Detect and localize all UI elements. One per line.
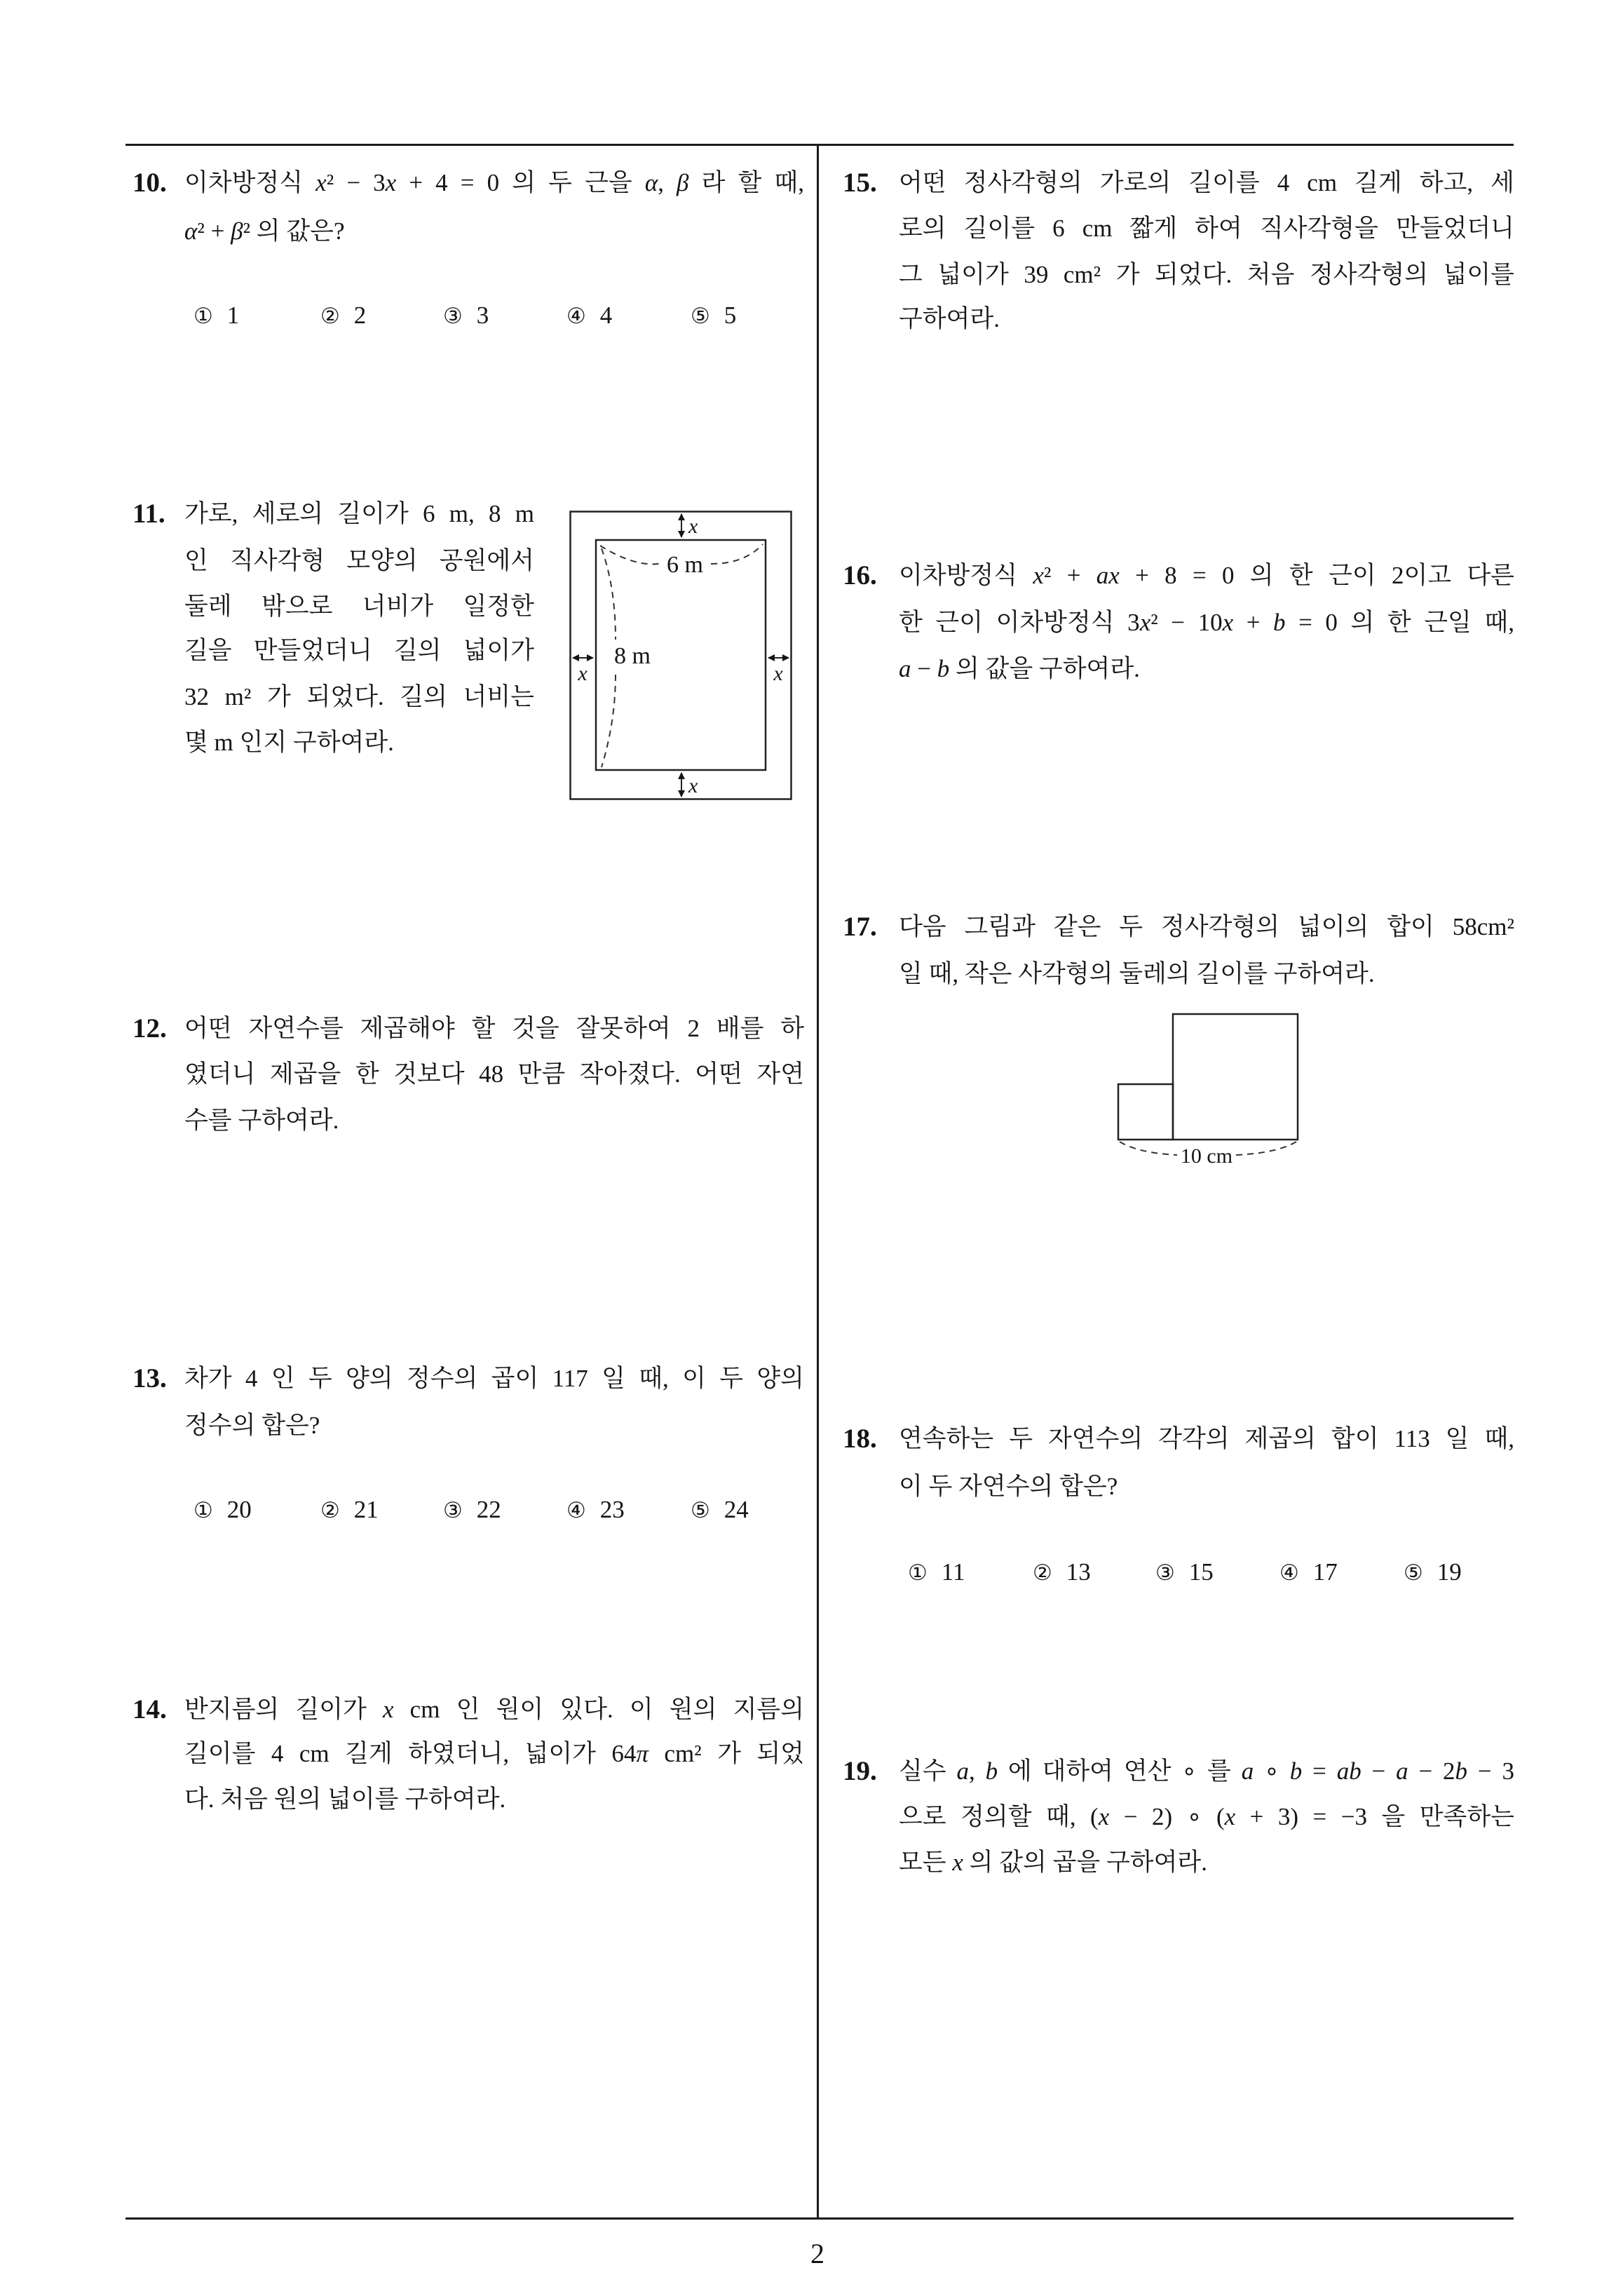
dashed-brace (1120, 1142, 1177, 1155)
height-label: 8 m (614, 643, 651, 669)
dimension-label-x: x (688, 774, 698, 797)
problem-text-line: 32 m² 가 되었다. 길의 너비는 (184, 683, 534, 710)
choice-mark: ① (908, 1560, 928, 1586)
problem-text-line: 일 때, 작은 사각형의 둘레의 길이를 구하여라. (899, 960, 1375, 987)
choice-value: 4 (599, 302, 613, 329)
problem-text-line: 수를 구하여라. (184, 1107, 339, 1134)
choice-mark: ⑤ (1404, 1560, 1423, 1586)
choice-option (691, 1492, 749, 1528)
choice-value: 15 (1188, 1558, 1214, 1586)
math-symbol: a (1096, 562, 1109, 589)
problem-number: 13. (133, 1363, 167, 1393)
problem-text-line: 인 직사각형 모양의 공원에서 (184, 547, 534, 574)
choice-value: 21 (353, 1496, 379, 1523)
choice-option (691, 298, 736, 334)
math-symbol: b (1273, 609, 1286, 636)
problem-text-line: 연속하는 두 자연수의 각각의 제곱의 합이 113 일 때, (899, 1425, 1514, 1452)
choice-value: 23 (599, 1496, 625, 1523)
choice-mark: ③ (443, 1498, 463, 1523)
math-symbol: a (1336, 1757, 1350, 1785)
choice-mark: ③ (443, 304, 463, 329)
problem-text-line: 이차방정식 x² + ax + 8 = 0 의 한 근이 2이고 다른 (899, 562, 1514, 589)
choice-option (443, 1492, 501, 1528)
math-symbol: b (985, 1757, 998, 1785)
choice-mark: ① (193, 1498, 213, 1523)
problem-text-line: 차가 4 인 두 양의 정수의 곱이 117 일 때, 이 두 양의 (184, 1365, 804, 1392)
squares-diagram (1117, 1013, 1301, 1171)
problem-number: 15. (843, 168, 877, 198)
problem-text-line: 다. 처음 원의 넓이를 구하여라. (184, 1785, 506, 1813)
problem-number: 19. (843, 1756, 877, 1786)
problem-text-line: 다음 그림과 같은 두 정사각형의 넓이의 합이 58cm² (899, 913, 1514, 940)
math-symbol: x (952, 1849, 963, 1876)
choice-option (1155, 1555, 1214, 1591)
math-symbol: x (1222, 609, 1234, 636)
choice-value: 2 (353, 302, 367, 329)
choice-option (566, 298, 612, 334)
problem-text-line: 어떤 자연수를 제곱해야 할 것을 잘못하여 2 배를 하 (184, 1015, 804, 1042)
choice-mark: ③ (1155, 1560, 1175, 1586)
math-symbol: b (1455, 1757, 1468, 1785)
choice-value: 5 (724, 302, 737, 329)
math-symbol: x (1098, 1803, 1110, 1830)
problem-text-line: 가로, 세로의 길이가 6 m, 8 m (184, 500, 534, 527)
math-symbol: a (956, 1757, 969, 1785)
dashed-brace (602, 675, 616, 767)
problem-text-line: 한 근이 이차방정식 3x² − 10x + b = 0 의 한 근일 때, (899, 609, 1514, 636)
choice-option (908, 1555, 965, 1591)
choice-value: 24 (724, 1496, 749, 1523)
math-symbol: β (677, 169, 689, 196)
dashed-brace (711, 544, 763, 564)
park-diagram (569, 511, 794, 802)
math-symbol: x (385, 169, 397, 196)
choice-mark: ① (193, 304, 213, 329)
math-symbol: a (1241, 1757, 1254, 1785)
math-symbol: π (636, 1740, 648, 1767)
math-symbol: a (1396, 1757, 1408, 1785)
choice-mark: ⑤ (691, 1498, 710, 1523)
problem-text-line: 그 넓이가 39 cm² 가 되었다. 처음 정사각형의 넓이를 (899, 261, 1514, 288)
math-symbol: x (1139, 609, 1151, 636)
problem-number: 18. (843, 1424, 877, 1454)
problem-text-line: 이차방정식 x² − 3x + 4 = 0 의 두 근을 α, β 라 할 때, (184, 169, 804, 196)
problem-text-line: α² + β² 의 값은? (184, 217, 345, 245)
dimension-label-x: x (688, 515, 698, 538)
choice-value: 3 (476, 302, 489, 329)
choice-value: 19 (1437, 1558, 1462, 1586)
choice-option (566, 1492, 625, 1528)
problem-text-line: 실수 a, b 에 대하여 연산 ∘ 를 a ∘ b = ab − a − 2b − 3 (899, 1757, 1514, 1785)
choice-mark: ④ (566, 1498, 586, 1523)
math-symbol: b (937, 655, 950, 682)
problem-text-line: 정수의 합은? (184, 1412, 320, 1439)
top-rule (125, 144, 1514, 146)
problem-number: 16. (843, 560, 877, 590)
choice-option (193, 298, 239, 334)
choice-value: 13 (1066, 1558, 1091, 1586)
problem-text-line: 으로 정의할 때, (x − 2) ∘ (x + 3) = −3 을 만족하는 (899, 1803, 1514, 1830)
math-symbol: α (184, 217, 198, 245)
small-square (1118, 1084, 1173, 1140)
choice-option (193, 1492, 252, 1528)
math-symbol: b (1349, 1757, 1361, 1785)
math-symbol: a (899, 655, 911, 682)
choice-value: 22 (476, 1496, 501, 1523)
choice-option (443, 298, 489, 334)
math-symbol: b (1289, 1757, 1303, 1785)
problem-text-line: 로의 길이를 6 cm 짧게 하여 직사각형을 만들었더니 (899, 215, 1514, 242)
page-number: 2 (810, 2238, 824, 2269)
choice-mark: ② (320, 1498, 340, 1523)
problem-text-line: 둘레 밖으로 너비가 일정한 (184, 593, 534, 620)
problem-text-line: 길이를 4 cm 길게 하였더니, 넓이가 64π cm² 가 되었 (184, 1740, 804, 1767)
width-label: 6 m (667, 552, 703, 578)
dashed-brace (602, 548, 616, 640)
choice-option (1404, 1555, 1462, 1591)
problem-text-line: 몇 m 인지 구하여라. (184, 729, 394, 756)
choice-mark: ② (1033, 1560, 1052, 1586)
problem-text-line: a − b 의 값을 구하여라. (899, 655, 1140, 682)
problem-number: 17. (843, 912, 877, 942)
choice-mark: ④ (1279, 1560, 1299, 1586)
choice-value: 11 (941, 1558, 965, 1586)
column-divider (817, 144, 819, 2220)
dimension-label-x: x (578, 662, 588, 685)
problem-text-line: 구하여라. (899, 305, 1000, 332)
problem-text-line: 이 두 자연수의 합은? (899, 1473, 1118, 1500)
problem-text-line: 였더니 제곱을 한 것보다 48 만큼 작아졌다. 어떤 자연 (184, 1060, 804, 1088)
choice-option (1033, 1555, 1091, 1591)
bottom-rule (125, 2217, 1514, 2220)
base-length-label: 10 cm (1180, 1144, 1233, 1168)
math-symbol: β (231, 217, 243, 245)
problem-text-line: 길을 만들었더니 길의 넓이가 (184, 637, 534, 664)
choice-value: 17 (1312, 1558, 1338, 1586)
choice-option (1279, 1555, 1338, 1591)
problem-text-line: 반지름의 길이가 x cm 인 원이 있다. 이 원의 지름의 (184, 1696, 805, 1723)
math-symbol: x (315, 169, 327, 196)
math-symbol: x (1108, 562, 1120, 589)
choice-option (320, 298, 366, 334)
math-symbol: x (1224, 1803, 1236, 1830)
dimension-label-x: x (773, 662, 783, 685)
choice-value: 1 (226, 302, 240, 329)
choice-mark: ② (320, 304, 340, 329)
math-symbol: α (644, 169, 658, 196)
problem-text-line: 어떤 정사각형의 가로의 길이를 4 cm 길게 하고, 세 (899, 169, 1514, 196)
problem-number: 11. (133, 499, 165, 529)
choice-mark: ⑤ (691, 304, 710, 329)
choice-mark: ④ (566, 304, 586, 329)
problem-number: 10. (133, 168, 167, 198)
choice-option (320, 1492, 379, 1528)
math-symbol: x (1033, 562, 1044, 589)
math-symbol: x (382, 1696, 394, 1723)
problem-text-line: 모든 x 의 값의 곱을 구하여라. (899, 1849, 1207, 1876)
choice-value: 20 (226, 1496, 252, 1523)
problem-number: 14. (133, 1694, 167, 1724)
problem-number: 12. (133, 1013, 167, 1044)
large-square (1173, 1014, 1298, 1140)
dashed-brace (1236, 1142, 1296, 1155)
dashed-brace (600, 546, 659, 564)
